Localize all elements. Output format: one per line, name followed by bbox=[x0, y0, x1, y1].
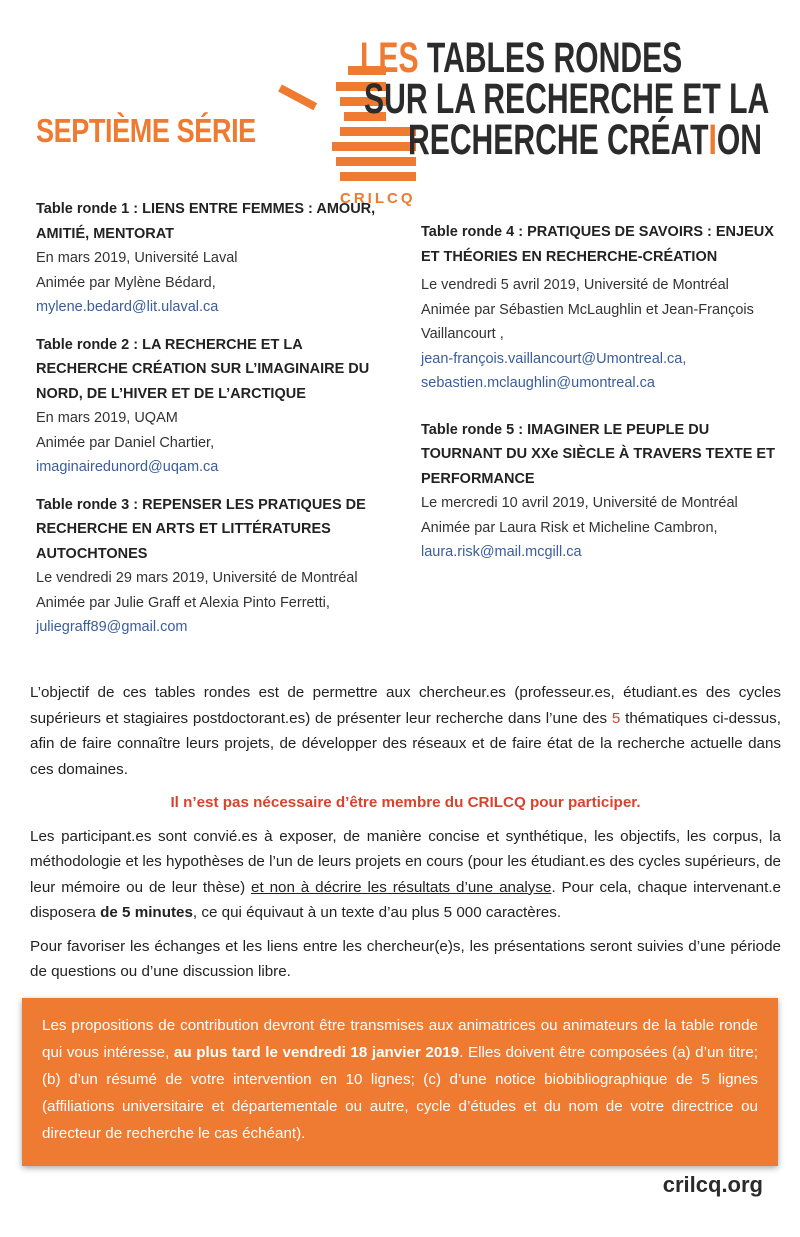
table-entry bbox=[36, 197, 396, 320]
email-link[interactable]: sebastien.mclaughlin@umontreal.ca bbox=[421, 375, 655, 391]
table-host: Animée par Sébastien McLaughlin et Jean-François Vaillancourt , bbox=[421, 301, 754, 342]
table-entry bbox=[36, 493, 396, 640]
table-host: Animée par Julie Graff et Alexia Pinto Ferretti, bbox=[36, 594, 330, 611]
table-host: Animée par Laura Risk et Micheline Cambron, bbox=[421, 519, 718, 536]
table-title: Table ronde 2 : LA RECHERCHE ET LA RECHERCHE CRÉATION SUR L’IMAGINAIRE DU NORD, DE L’HIVER ET DE L’ARCTIQUE bbox=[36, 336, 370, 402]
table-host: Animée par Daniel Chartier, bbox=[36, 434, 215, 451]
table-entry bbox=[421, 220, 781, 396]
table-title: Table ronde 4 : PRATIQUES DE SAVOIRS : ENJEUX ET THÉORIES EN RECHERCHE-CRÉATION bbox=[421, 224, 774, 265]
table-entry bbox=[421, 418, 781, 565]
email-link[interactable]: jean-françois.vaillancourt@Umontreal.ca, bbox=[421, 350, 687, 367]
website-link[interactable]: crilcq.org bbox=[662, 1172, 763, 1197]
table-title: Table ronde 3 : REPENSER LES PRATIQUES DE RECHERCHE EN ARTS ET LITTÉRATURES AUTOCHTONES bbox=[36, 496, 366, 562]
title-line-3: RECHERCHE CRÉATION bbox=[408, 116, 762, 164]
table-entry bbox=[36, 333, 396, 480]
submission-callout bbox=[22, 998, 778, 1166]
instructions-paragraph: Les participant.es sont convié.es à exposer, de manière concise et synthétique, les objectifs, les corpus, la méthodologie et les hypothèses de l’un de leurs projets en cours (pour les étudiant.es des cycles supérieurs, de leur mémoire ou de leur thèse) et non à décrire les résultats d’une analyse. Pour cela, chaque intervenant.e disposera de 5 minutes, ce qui équivaut à un texte d’au plus 5 000 caractères. bbox=[30, 827, 781, 921]
logo-slash bbox=[278, 84, 317, 110]
description bbox=[30, 680, 781, 993]
title-line-1: LES TABLES RONDES bbox=[360, 34, 683, 82]
callout-text: Les propositions de contribution devront être transmises aux animatrices ou animateurs de la table ronde qui vous intéresse, au plus tard le vendredi 18 janvier 2019. Elles doivent être composées (a) d’un titre; (b) d’un résumé de votre intervention en 10 lignes; (c) d’une notice biobibliographique de 5 lignes (affiliations universitaire et départementale ou autre, cycle d’études et du nom de votre directrice ou directeur de recherche le cas échéant). bbox=[42, 1017, 758, 1142]
email-link[interactable]: laura.risk@mail.mcgill.ca bbox=[421, 544, 582, 560]
table-title: Table ronde 1 : LIENS ENTRE FEMMES : AMOUR, AMITIÉ, MENTORAT bbox=[36, 201, 376, 242]
page-title bbox=[360, 34, 780, 164]
table-date: Le vendredi 29 mars 2019, Université de Montréal bbox=[36, 570, 358, 586]
objective-paragraph: L’objectif de ces tables rondes est de permettre aux chercheur.es (professeur.es, étudiant.es des cycles supérieurs et stagiaires postdoctorant.es) de présenter leur recherche dans l’une des 5 thématiques ci-dessus, afin de faire connaître leurs projets, de développer des réseaux et de faire état de la recherche actuelle dans ces domaines. bbox=[30, 684, 781, 778]
tables-left-column bbox=[36, 197, 396, 653]
email-link[interactable]: mylene.bedard@lit.ulaval.ca bbox=[36, 299, 219, 315]
discussion-paragraph: Pour favoriser les échanges et les liens entre les chercheur(e)s, les présentations seront suivies d’une période de questions ou d’une discussion libre. bbox=[30, 937, 781, 980]
table-date: En mars 2019, Université Laval bbox=[36, 250, 238, 266]
membership-notice: Il n’est pas nécessaire d’être membre du CRILCQ pour participer. bbox=[170, 794, 641, 811]
email-link[interactable]: juliegraff89@gmail.com bbox=[36, 619, 188, 635]
table-date: Le vendredi 5 avril 2019, Université de Montréal bbox=[421, 277, 729, 293]
series-label: SEPTIÈME SÉRIE bbox=[36, 112, 256, 149]
title-line-2: SUR LA RECHERCHE ET LA bbox=[364, 75, 770, 123]
logo-text: CRILCQ bbox=[340, 190, 416, 207]
table-title: Table ronde 5 : IMAGINER LE PEUPLE DU TOURNANT DU XXe SIÈCLE À TRAVERS TEXTE ET PERFORMANCE bbox=[421, 421, 775, 487]
table-host: Animée par Mylène Bédard, bbox=[36, 274, 216, 291]
logo-stripe bbox=[340, 172, 416, 181]
table-date: En mars 2019, UQAM bbox=[36, 410, 178, 426]
email-link[interactable]: imaginairedunord@uqam.ca bbox=[36, 459, 219, 475]
tables-right-column bbox=[421, 220, 781, 578]
table-date: Le mercredi 10 avril 2019, Université de Montréal bbox=[421, 495, 738, 511]
